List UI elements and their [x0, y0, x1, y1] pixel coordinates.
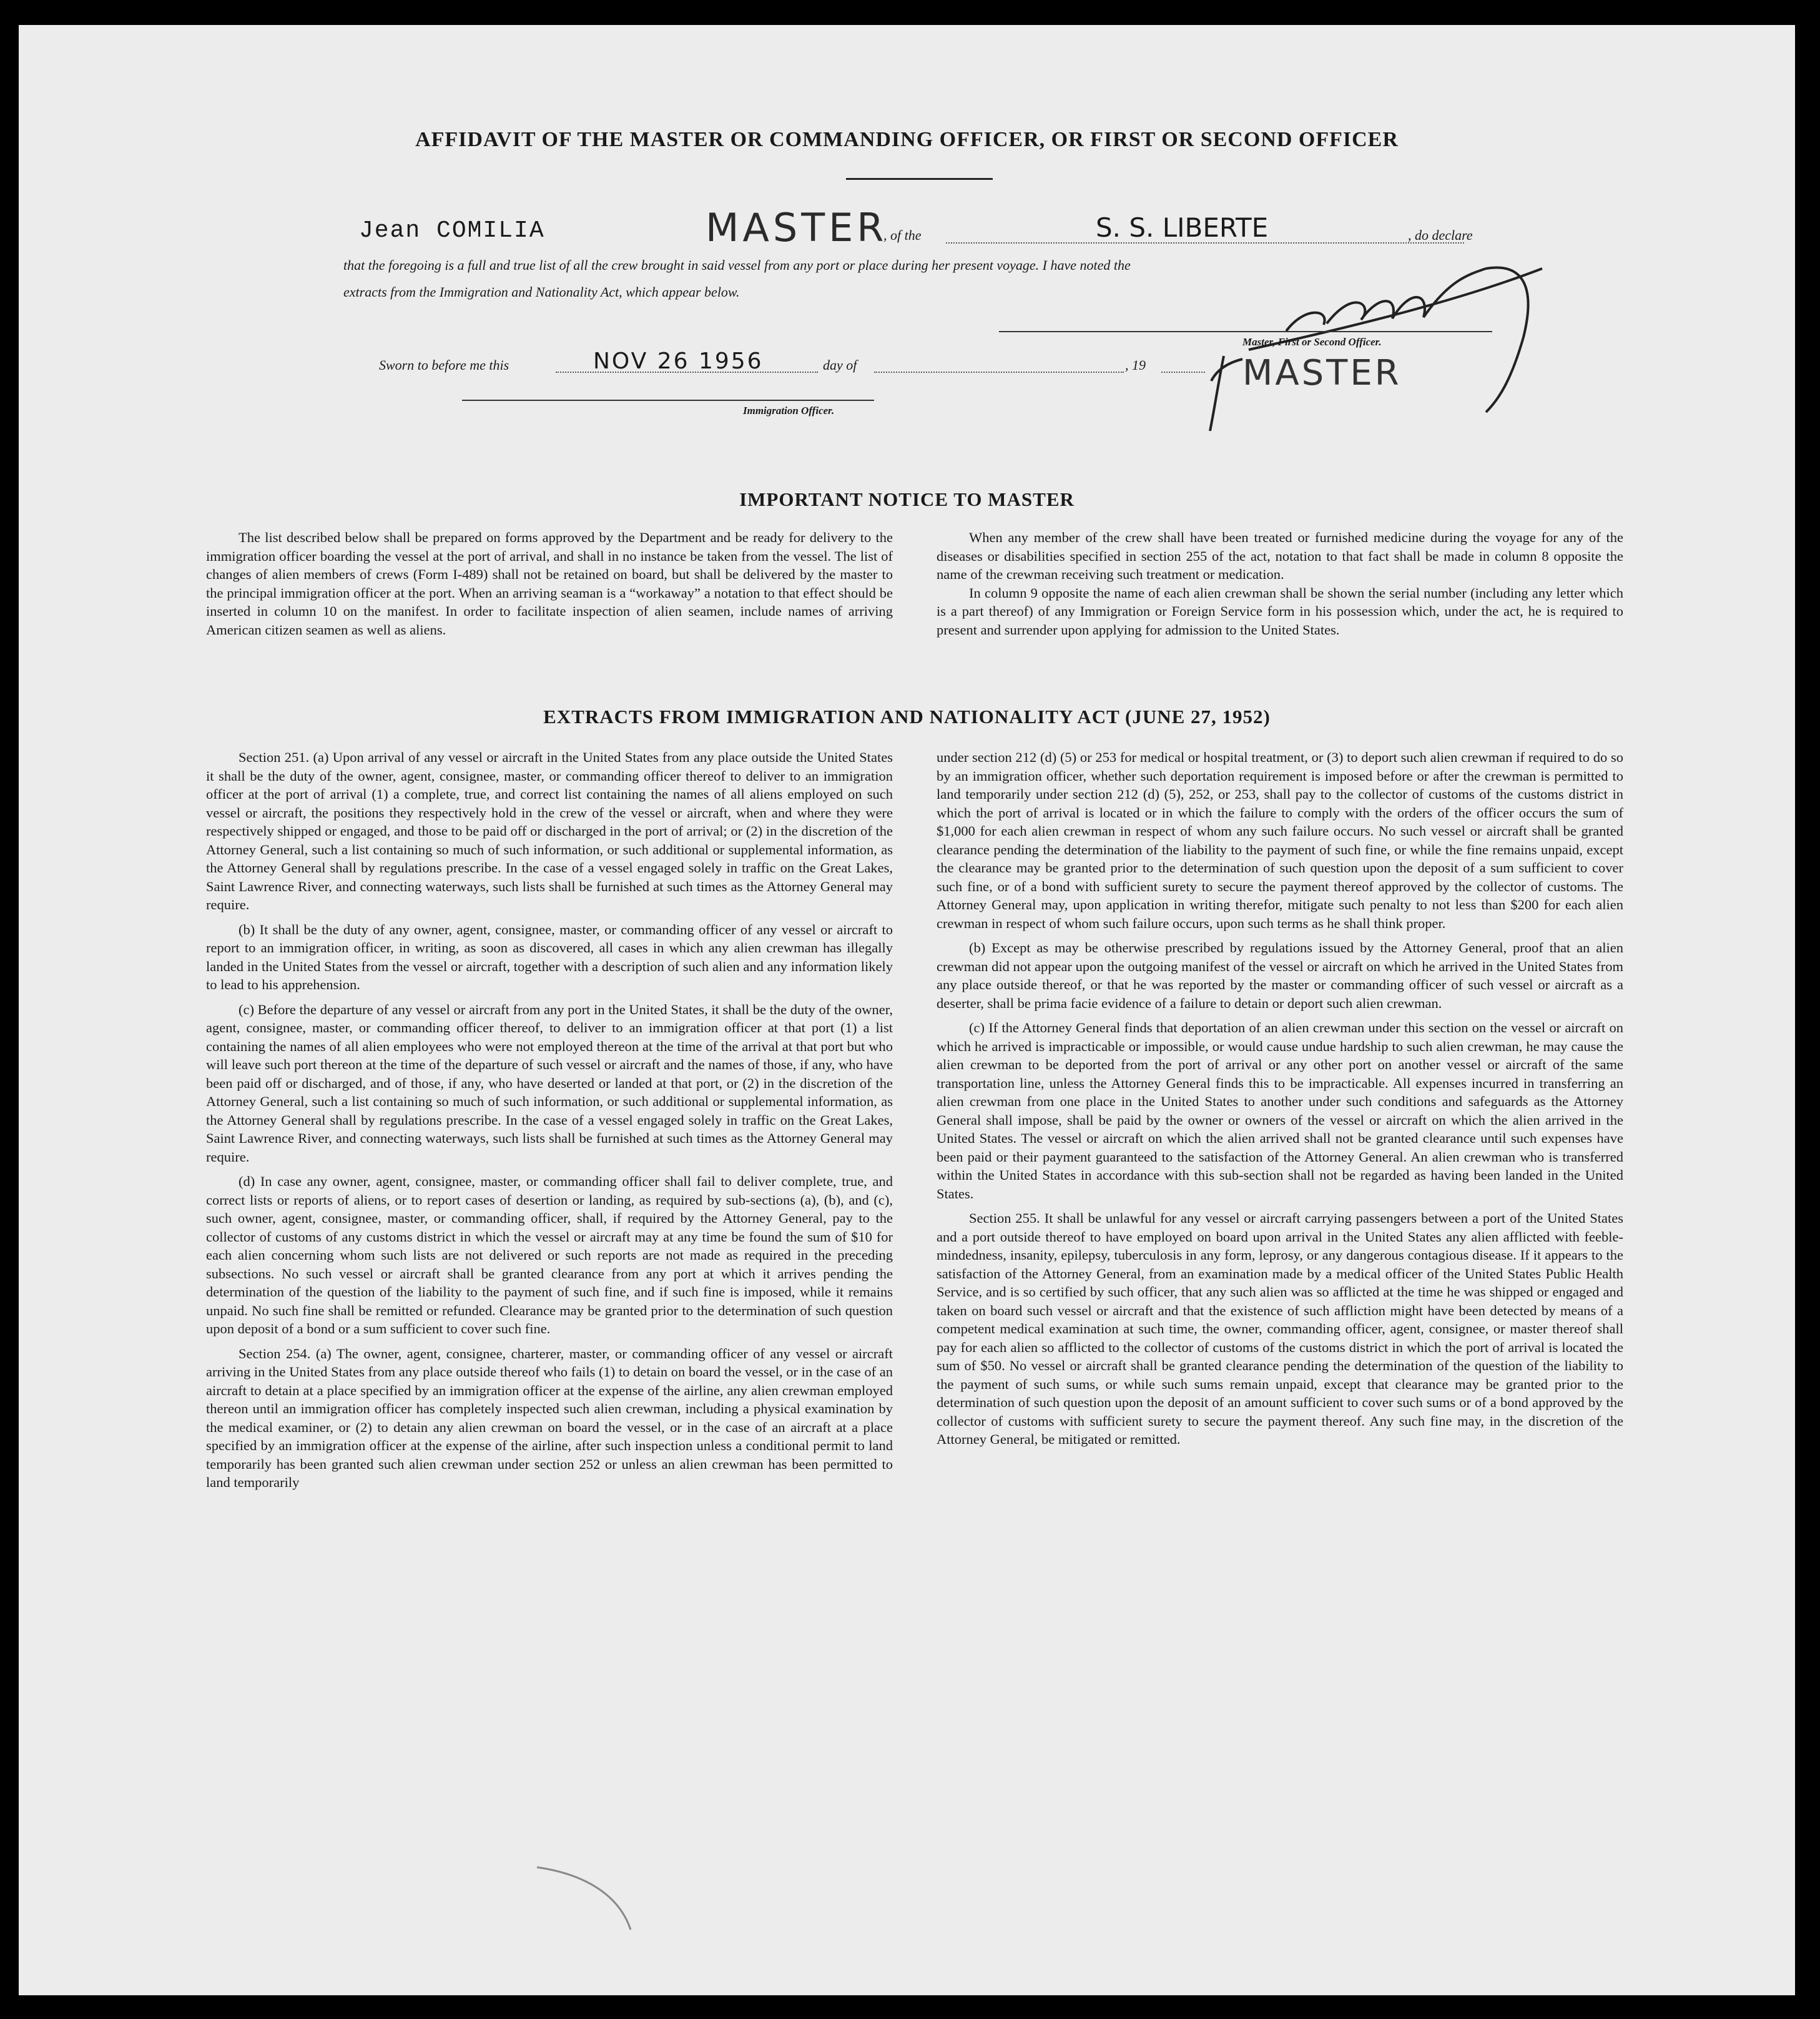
notice-left-column: [206, 528, 893, 639]
date-stamp: NOV 26 1956: [593, 348, 764, 374]
notice-paragraph: The list described below shall be prepared on forms approved by the Department and be ready for delivery to the immigration officer boarding the vessel at the port of arrival, and shall in no instance be taken from the vessel. The list of changes of alien members of crews (Form I-489) shall not be retained on board, but shall be delivered by the master to the principal immigration officer at the port. When an arriving seaman is a “workaway” a notation to that effect should be inserted in column 10 on the manifest. In order to facilitate inspection of alien seamen, include names of arriving American citizen seamen as well as aliens.: [206, 530, 893, 638]
of-the-label: , of the: [883, 227, 922, 243]
signature-line: [999, 331, 1492, 332]
title-rule: [846, 178, 993, 180]
document-page: [19, 25, 1795, 1995]
officer-line: [462, 400, 874, 401]
notice-paragraph: When any member of the crew shall have been treated or furnished medicine during the voyage for any of the diseases or disabilities specified in section 255 of the act, notation to that fact shall be made in column 8 opposite the name of the crewman receiving such treatment or medication.: [937, 530, 1623, 582]
extract-paragraph: Section 254. (a) The owner, agent, consignee, charterer, master, or commanding officer of any vessel or aircraft arriving in the United States from any place outside thereof who fails (1) to detain on board the vessel, or in the case of an aircraft to detain at a place specified by an immigration officer at the expense of the airline, any alien crewman employed thereon until an immigration officer has completely inspected such alien crewman, including a physical examination by the medical examiner, or (2) to detain any alien crewman on board the vessel, or in the case of an aircraft at a place specified by an immigration officer at the expense of the airline, after such inspection unless a conditional permit to land temporarily has been granted such alien crewman under section 252 or unless an alien crewman has been permitted to land temporarily: [206, 1345, 893, 1490]
declaration-text-2: that the foregoing is a full and true list of all the crew brought in said vessel from any port or place during her present voyage. I have noted the: [343, 257, 1131, 273]
month-line: [874, 372, 1124, 373]
signature-caption: Master, First or Second Officer.: [1242, 336, 1382, 348]
declaration-text-3: extracts from the Immigration and Nationality Act, which appear below.: [343, 284, 740, 300]
extract-paragraph: (c) If the Attorney General finds that deportation of an alien crewman under this section on the vessel or aircraft on which he arrived is impracticable or impossible, or would cause undue hardship to such alien crewman, he may cause the alien crewman to be deported from the port of arrival or any other port on another vessel or aircraft of the same transportation line, unless the Attorney General finds this to be impracticable. All expenses incurred in transferring an alien crewman from one place in the United States to another under such conditions and safeguards as the Attorney General shall impose, shall be paid by the owner or owners of the vessel or aircraft on which the alien arrived in the United States. The vessel or aircraft on which the alien arrived shall not be granted clearance until such expenses have been paid or their payment guaranteed to the satisfaction of the Attorney General. An alien crewman who is transferred within the United States in accordance with this sub-section shall not be regarded as having been landed in the United States.: [937, 1020, 1623, 1202]
extract-paragraph: (c) Before the departure of any vessel or aircraft from any port in the United States, it shall be the duty of the owner, agent, consignee, master, or commanding officer thereof, to deliver to an immigration officer at that port (1) a list containing the names of all alien employees who were not employed thereon at the time of the arrival at that port but who will leave such port thereon at the time of the departure of such vessel or aircraft and the names of those, if any, who have been paid off or discharged, and of those, if any, who have deserted or landed at that port, or (2) in the discretion of the Attorney General, such a list containing so much of such information, or such additional or supplemental information, as the Attorney General shall by regulations prescribe. In the case of a vessel engaged solely in traffic on the Great Lakes, Saint Lawrence River, and connecting waterways, such lists shall be furnished at such times as the Attorney General may require.: [206, 1001, 893, 1165]
extract-paragraph: (d) In case any owner, agent, consignee, master, or commanding officer shall fail to deliver complete, true, and correct lists or reports of aliens, or to report cases of desertion or landing, as required by sub-sections (a), (b), and (c), such owner, agent, consignee, master, or commanding officer, shall, if required by the Attorney General, pay to the collector of customs of any customs district in which the vessel or aircraft may at any time be found the sum of $10 for each alien concerning whom such lists are not delivered or such reports are not made as required in the preceding subsections. No such vessel or aircraft shall be granted clearance from any port at which it arrives pending the determination of the question of the liability to the payment of such fine, and if such fine is imposed, while it remains unpaid. No such fine shall be remitted or refunded. Clearance may be granted prior to the determination of such question upon deposit of a bond or a sum sufficient to cover such fine.: [206, 1173, 893, 1336]
notice-paragraph: In column 9 opposite the name of each alien crewman shall be shown the serial number (including any letter which is a part thereof) of any Immigration or Foreign Service form in his possession which, under the act, he is required to present and surrender upon applying for admission to the United States.: [937, 585, 1623, 638]
sworn-prefix: Sworn to before me this: [379, 357, 509, 373]
do-declare-label: , do declare: [1408, 227, 1473, 243]
year-line: [1161, 372, 1205, 373]
extract-paragraph: under section 212 (d) (5) or 253 for medical or hospital treatment, or (3) to deport such alien crewman if required to do so by an immigration officer, whether such deportation requirement is imposed before or after the crewman is permitted to land temporarily under section 212 (d) (5), 252, or 253, shall pay to the collector of customs of the customs district in which the port of arrival is located or in which the failure to comply with the orders of the officer occurs the sum of $1,000 for each alien crewman in respect of whom any such failure occurs. No such vessel or aircraft shall be granted clearance pending the determination of the liability to the payment of such fine, or while the fine remains unpaid, except the clearance may be granted prior to the determination of such question upon the deposit of a sum sufficient to cover such fine, or of a bond with sufficient surety to secure the payment thereof approved by the collector of customs. The Attorney General may, upon application in writing therefor, mitigate such penalty to not less than $200 for each alien crewman in respect of whom such failure occurs, upon such terms as he shall think proper.: [937, 749, 1623, 931]
master-stamp: MASTER: [1242, 353, 1402, 393]
day-of-label: day of: [823, 357, 857, 373]
vessel-name: S. S. LIBERTE: [1096, 212, 1269, 243]
extracts-title: EXTRACTS FROM IMMIGRATION AND NATIONALITY ACT (JUNE 27, 1952): [543, 706, 1271, 728]
notice-title: IMPORTANT NOTICE TO MASTER: [739, 488, 1075, 510]
affidavit-title: AFFIDAVIT OF THE MASTER OR COMMANDING OFFICER, OR FIRST OR SECOND OFFICER: [415, 128, 1399, 151]
extracts-left-column: [206, 748, 893, 1498]
extract-paragraph: (b) It shall be the duty of any owner, agent, consignee, master, or commanding officer of any vessel or aircraft to report to an immigration officer, in writing, as soon as discovered, all cases in which any alien crewman has illegally landed in the United States from the vessel or aircraft, together with a description of such alien and any information likely to lead to his apprehension.: [206, 921, 893, 992]
year-prefix: , 19: [1125, 357, 1146, 373]
officer-caption: Immigration Officer.: [743, 405, 835, 417]
declaration-line: [359, 205, 1502, 249]
pen-mark: [531, 1855, 656, 1942]
extract-paragraph: (b) Except as may be otherwise prescribed by regulations issued by the Attorney General, proof that an alien crewman did not appear upon the outgoing manifest of the vessel or aircraft on which he arrived in the United States from any place outside thereof, or that he was reported by the master or commanding officer of such vessel or aircraft as a deserter, shall be prima facie evidence of a failure to detain or deport such alien crewman.: [937, 940, 1623, 1011]
extract-paragraph: Section 255. It shall be unlawful for any vessel or aircraft carrying passengers between a port of the United States and a port outside thereof to have employed on board upon arrival in the United States any alien afflicted with feeble-mindedness, insanity, epilepsy, tuberculosis in any form, leprosy, or any dangerous contagious disease. If it appears to the satisfaction of the Attorney General, from an examination made by a medical officer of the United States Public Health Service, and is so certified by such officer, that any such alien was so afflicted at the time he was shipped or engaged and taken on board such vessel or aircraft and that the existence of such affliction might have been detected by means of a competent medical examination at such time, the owner, commanding officer, agent, consignee, or master thereof shall pay for each alien so afflicted to the collector of customs of the customs district in which the port of arrival is located the sum of $50. No vessel or aircraft shall be granted clearance pending the determination of the question of the liability to the payment of such sums, or while such sums remain unpaid, except that clearance may be granted prior to the determination of such question upon the deposit of an amount sufficient to cover such sums or of a bond approved by the collector of customs with sufficient surety to secure the payment thereof. Any such fine may, in the discretion of the Attorney General, be mitigated or remitted.: [937, 1210, 1623, 1447]
extract-paragraph: Section 251. (a) Upon arrival of any vessel or aircraft in the United States from any place outside the United States it shall be the duty of the owner, agent, consignee, master, or commanding officer thereof to deliver to an immigration officer at the port of arrival (1) a complete, true, and correct list containing the names of all aliens employed on such vessel or aircraft, the positions they respectively hold in the crew of the vessel or aircraft, when and where they were respectively shipped or engaged, and those to be paid off or discharged in the port of arrival; or (2) in the discretion of the Attorney General, such a list containing so much of such information, or such additional or supplemental information, as the Attorney General shall by regulations prescribe. In the case of a vessel engaged solely in traffic on the Great Lakes, Saint Lawrence River, and connecting waterways, such lists shall be furnished at such times as the Attorney General may require.: [206, 749, 893, 912]
rank-stamp: MASTER: [706, 205, 888, 250]
declarant-name: Jean COMILIA: [359, 217, 545, 244]
extracts-right-column: [937, 748, 1623, 1455]
notice-right-column: [937, 528, 1623, 639]
